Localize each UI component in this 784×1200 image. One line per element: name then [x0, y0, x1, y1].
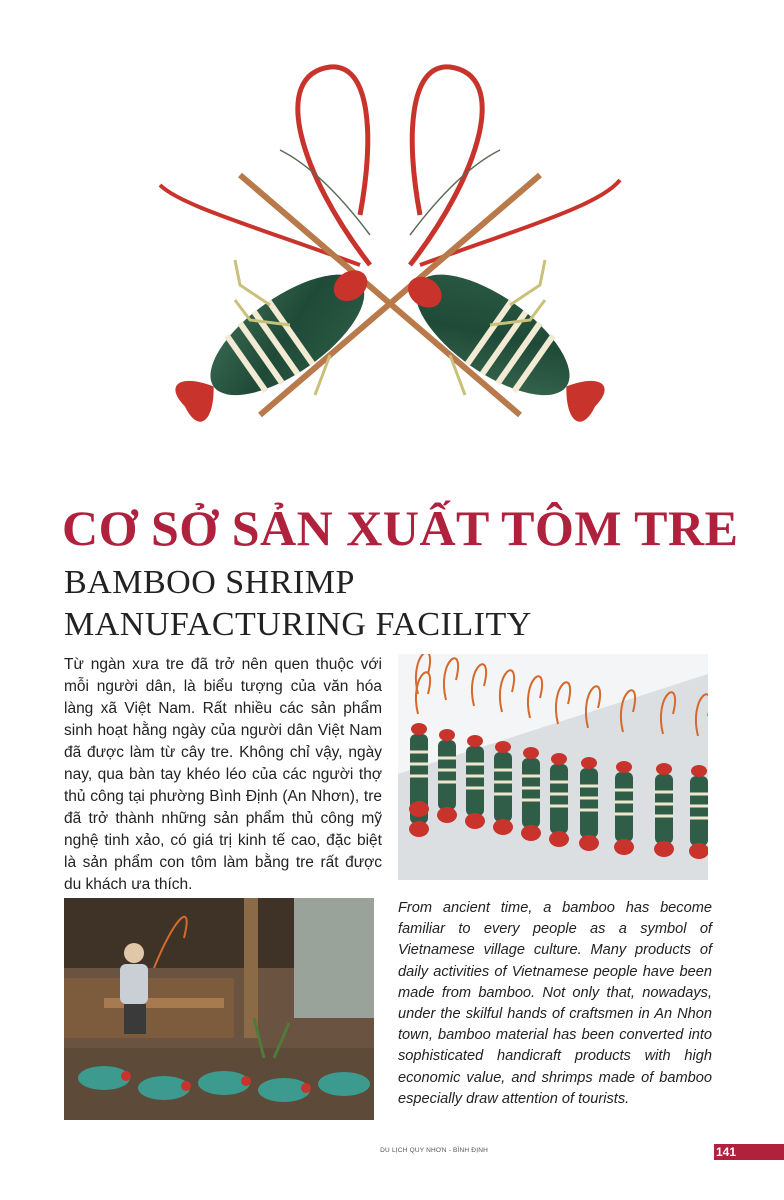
- body-text-vietnamese: Từ ngàn xưa tre đã trở nên quen thuộc với mỗi người dân, là biểu tượng của văn hóa làng xã Việt Nam. Rất nhiều các sản phẩm sinh hoạt hằng ngày của người dân Việt Nam đã được làm từ cây tre. Không chỉ vậy, ngày nay, qua bàn tay khéo léo của các người thợ thủ công tại phường Bình Định (An Nhơn), tre đã trở thành những sản phẩm thủ công mỹ nghệ tinh xảo, có giá trị kinh tế cao, đặc biệt là sản phẩm con tôm làm bằng tre rất được du khách ưa thích.: [64, 656, 382, 893]
- title-english-line-2: MANUFACTURING FACILITY: [64, 606, 532, 643]
- body-text-english: From ancient time, a bamboo has become familiar to every people as a symbol of Vietnamese village culture. Many products of daily activities of Vietnamese people have been made from bamboo. Not only that, nowadays, under the skilful hands of craftsmen in An Nhon town, bamboo material has been converted into sophisticated handicraft products with high economic value, and shrimps made of bamboo especially draw attention of tourists.: [398, 900, 712, 1107]
- hero-shrimp-illustration: [120, 55, 660, 475]
- photo-bamboo-shrimp-display: [398, 654, 708, 880]
- title-vietnamese: CƠ SỞ SẢN XUẤT TÔM TRE: [62, 500, 739, 556]
- page-number: 141: [716, 1145, 737, 1159]
- title-english: [64, 562, 764, 646]
- photo-craftsman-workshop: [64, 898, 374, 1120]
- footer-publication-name: DU LỊCH QUY NHƠN - BÌNH ĐỊNH: [380, 1147, 488, 1154]
- title-english-line-1: BAMBOO SHRIMP: [64, 564, 355, 601]
